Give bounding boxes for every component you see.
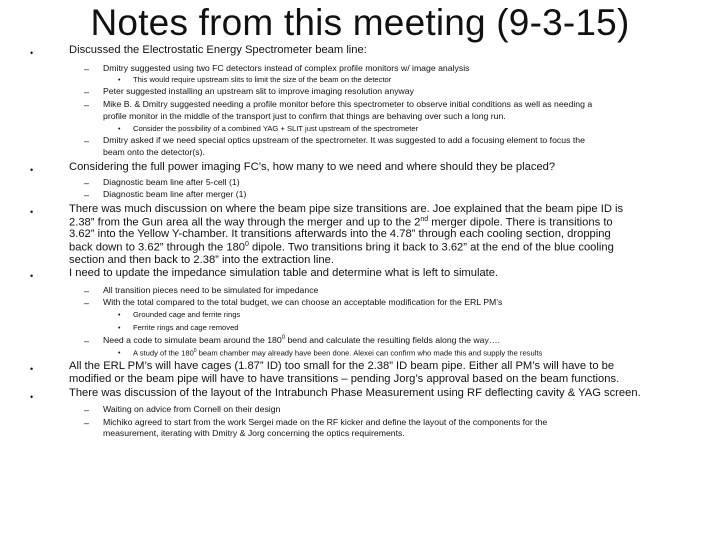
bullet-marker: •: [118, 312, 121, 319]
dash-marker: –: [84, 87, 90, 97]
dash-marker: –: [84, 190, 90, 200]
text-run: Need a code to simulate beam around the 180: [103, 335, 282, 345]
bullet-text: I need to update the impedance simulation table and determine what is left to simulate.: [69, 267, 499, 279]
bullet-text: Considering the full power imaging FC’s, how many to we need and where should they be placed?: [69, 161, 556, 173]
dash-marker: –: [84, 298, 90, 308]
sub-bullet-text-cont: measurement, iterating with Dmitry & Jorg concerning the optics requirements.: [103, 428, 405, 438]
bullet-marker: •: [118, 350, 121, 357]
dash-marker: –: [84, 286, 90, 296]
dash-marker: –: [84, 64, 90, 74]
bullet-marker: •: [30, 364, 34, 374]
text-run: bend and calculate the resulting fields along the way….: [285, 335, 500, 345]
text-run: 2.38” from the Gun area all the way through the merger and up to the 2: [69, 216, 421, 229]
dash-marker: –: [84, 100, 90, 110]
bullet-text-cont: modified or the beam pipe will have to have transitions – pending Jorg’s approval based on the beam functions.: [69, 373, 620, 385]
sub-bullet-text: Diagnostic beam line after 5-cell (1): [103, 177, 240, 187]
sub-bullet-text: Michiko agreed to start from the work Sergei made on the RF kicker and define the layout of the components for the: [103, 417, 548, 427]
sub-bullet-text-cont: profile monitor in the middle of the transport just to confirm that things are behaving over such a long run.: [103, 111, 506, 121]
bullet-text: Discussed the Electrostatic Energy Spectrometer beam line:: [69, 44, 367, 56]
text-run: merger dipole. There is transitions to: [428, 216, 613, 229]
sub-bullet-text: [103, 335, 500, 345]
sub-sub-bullet-text: [133, 348, 542, 358]
superscript: nd: [420, 216, 429, 223]
bullet-text-cont: [69, 216, 613, 229]
bullet-marker: •: [118, 77, 121, 84]
bullet-marker: •: [118, 126, 121, 133]
dash-marker: –: [84, 136, 90, 146]
sub-bullet-text: Dmitry asked if we need special optics upstream of the spectrometer. It was suggested to add a focusing element to focus the: [103, 135, 585, 145]
sub-sub-bullet-text: Grounded cage and ferrite rings: [133, 310, 241, 319]
sub-bullet-text: Waiting on advice from Cornell on their design: [103, 404, 281, 414]
bullet-marker: •: [118, 325, 121, 332]
bullet-text: There was discussion of the layout of the Intrabunch Phase Measurement using RF deflecting cavity & YAG screen.: [69, 387, 641, 399]
bullet-marker: •: [30, 165, 34, 175]
bullet-text: All the ERL PM’s will have cages (1.87” ID) too small for the 2.38” ID beam pipe. Either all PM’s will have to be: [69, 360, 615, 372]
bullet-marker: •: [30, 48, 34, 58]
dash-marker: –: [84, 405, 90, 415]
bullet-text-cont: 3.62” into the Yellow Y-chamber. It transitions afterwards into the 4.78” through each cooling section, dropping: [69, 228, 611, 240]
slide-title: Notes from this meeting (9-3-15): [90, 2, 630, 43]
bullet-marker: •: [30, 392, 34, 402]
dash-marker: –: [84, 336, 90, 346]
sub-bullet-text-cont: beam onto the detector(s).: [103, 147, 205, 157]
dash-marker: –: [84, 178, 90, 188]
sub-sub-bullet-text: Ferrite rings and cage removed: [133, 323, 239, 332]
bullet-marker: •: [30, 207, 34, 217]
superscript: 0: [245, 241, 249, 248]
text-run: A study of the 180: [133, 348, 194, 358]
dash-marker: –: [84, 418, 90, 428]
sub-bullet-text: Peter suggested installing an upstream slit to improve imaging resolution anyway: [103, 86, 414, 96]
bullet-text: There was much discussion on where the beam pipe size transitions are. Joe explained that the beam pipe ID is: [69, 203, 624, 215]
bullet-marker: •: [30, 271, 34, 281]
sub-bullet-text: Diagnostic beam line after merger (1): [103, 189, 247, 199]
sub-bullet-text: Dmitry suggested using two FC detectors instead of complex profile monitors w/ image analysis: [103, 63, 470, 73]
text-run: beam chamber may already have been done. Alexei can confirm who made this and supply the results: [196, 348, 543, 358]
superscript: 0: [193, 348, 197, 354]
superscript: 0: [281, 335, 286, 342]
text-run: dipole. Two transitions bring it back to 3.62” at the end of the blue cooling: [248, 241, 614, 254]
sub-bullet-text: Mike B. & Dmitry suggested needing a profile monitor before this spectrometer to observe initial conditions as well as needing a: [103, 99, 593, 109]
sub-sub-bullet-text: This would require upstream slits to limit the size of the beam on the detector: [133, 75, 392, 84]
sub-sub-bullet-text: Consider the possibility of a combined YAG + SLIT just upstream of the spectrometer: [133, 124, 419, 133]
bullet-text-cont: [69, 241, 614, 254]
sub-bullet-text: With the total compared to the total budget, we can choose an acceptable modification for the ERL PM’s: [103, 297, 503, 307]
bullet-text-cont: section and then back to 2.38” into the extraction line.: [69, 254, 334, 266]
text-run: back down to 3.62” through the 180: [69, 241, 246, 254]
sub-bullet-text: All transition pieces need to be simulated for impedance: [103, 285, 319, 295]
